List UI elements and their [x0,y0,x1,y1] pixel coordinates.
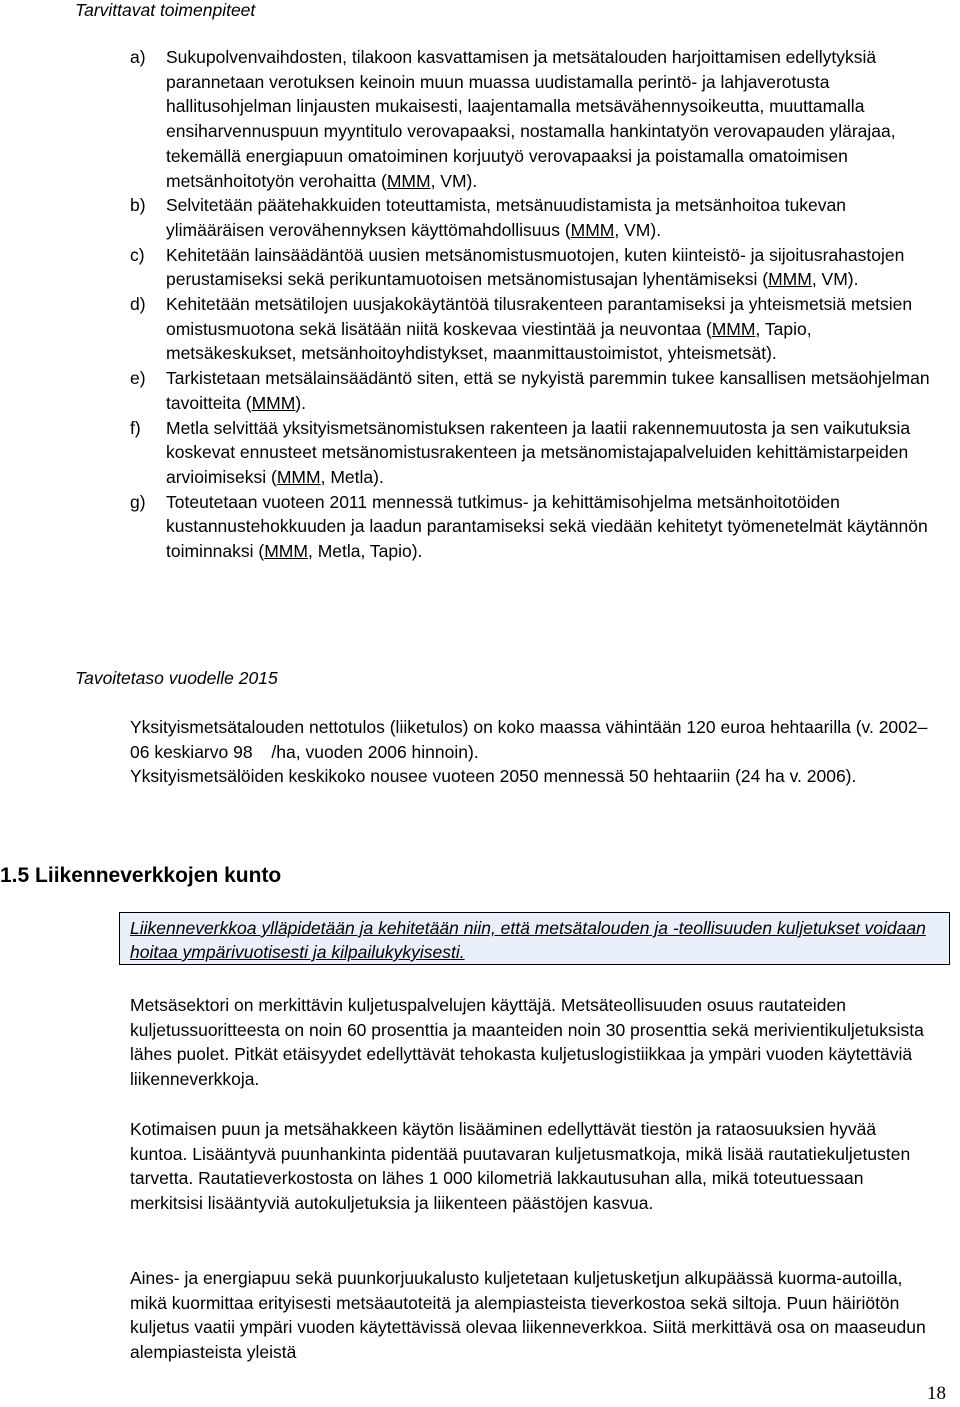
list-item-text: Tarkistetaan metsälainsäädäntö siten, että se nykyistä paremmin tukee kansallisen metsäohjelman tavoitteita ( [166,368,930,413]
list-item-text: Kehitetään lainsäädäntöä uusien metsänomistusmuotojen, kuten kiinteistö- ja sijoitusrahastojen perustamiseksi sekä perikuntamuotoisen metsänomistusajan lyhentämiseksi ( [166,244,905,290]
list-marker: g) [130,491,146,512]
list-item [130,490,930,564]
list-marker: c) [130,244,145,265]
list-item [130,366,930,415]
list-item-text: Selvitetään päätehakkuiden toteuttamista, metsänuudistamista ja metsänhoitoa tukevan ylimääräisen verovähennyksen käyttömahdollisuus ( [166,195,846,240]
page-number: 18 [927,1383,946,1404]
org-abbreviation: MMM [570,219,615,240]
list-item [130,292,930,366]
list-item-text: Metla selvittää yksityismetsänomistuksen rakenteen ja laatii rakennemuutosta ja sen vaikutuksia koskevat ennusteet metsänomistusrakenteen ja metsänomistajapalveluiden kehittämistarpeiden arvioimiseksi ( [166,417,911,487]
chapter-heading: 1.5 Liikenneverkkojen kunto [0,864,282,887]
list-item [130,243,930,292]
section-title-target-level: Tavoitetaso vuodelle 2015 [75,668,278,688]
list-marker: d) [130,294,146,315]
list-item-tail: , Metla). [320,466,384,487]
list-item-tail: ). [295,392,307,413]
transport-paragraph-2: Kotimaisen puun ja metsähakkeen käytön lisääminen edellyttävät tiestön ja rataosuuksien hyvää kuntoa. Lisääntyvä puunhankinta pidentää puutavaran kuljetusmatkoja, mikä lisää rautatiekuljetusten tarvetta. Rautatieverkostosta on lähes 1 000 kilometriä lakkautusuhan alla, mikä toteutuessaan merkitsisi lisääntyviä autokuljetuksia ja liikenteen päästöjen kasvua. [130,1119,911,1214]
org-abbreviation: MMM [386,170,431,191]
section-title-measures: Tarvittavat toimenpiteet [75,0,256,20]
list-item [130,416,930,490]
goal-box [119,912,950,965]
list-item-tail: , Tapio, metsäkeskukset, metsänhoitoyhdistykset, maanmittaustoimistot, yhteismetsät). [166,318,812,364]
measures-list [130,45,930,564]
target-paragraph-net-result: Yksityismetsätalouden nettotulos (liiketulos) on koko maassa vähintään 120 euroa hehtaarilla (v. 2002–06 keskiarvo 98 /ha, vuoden 2006 hinnoin). [130,717,928,762]
target-paragraph-average-size: Yksityismetsälöiden keskikoko nousee vuoteen 2050 mennessä 50 hehtaariin (24 ha v. 2006). [130,766,857,786]
transport-paragraph-1: Metsäsektori on merkittävin kuljetuspalvelujen käyttäjä. Metsäteollisuuden osuus rautateiden kuljetussuoritteesta on noin 60 prosenttia ja maanteiden noin 30 prosenttia sekä merivientikuljetuksista lähes puolet. Pitkät etäisyydet edellyttävät tehokasta kuljetuslogistiikkaa ja ympäri vuoden käytettäviä liikenneverkkoja. [130,995,924,1090]
list-item-tail: , VM). [811,269,859,290]
list-item-tail: , Metla, Tapio). [307,541,423,562]
list-marker: e) [130,368,146,389]
org-abbreviation: MMM [711,318,756,339]
org-abbreviation: MMM [251,392,296,413]
org-abbreviation: MMM [276,466,321,487]
list-marker: a) [130,47,146,67]
list-item-tail: , VM). [430,170,478,191]
list-item [130,193,930,242]
goal-text: Liikenneverkkoa ylläpidetään ja kehitetään niin, että metsätalouden ja -teollisuuden kuljetukset voidaan hoitaa ympärivuotisesti ja kilpailukykyisesti. [130,918,926,962]
transport-paragraph-3: Aines- ja energiapuu sekä puunkorjuukalusto kuljetetaan kuljetusketjun alkupäässä kuorma-autoilla, mikä kuormittaa erityisesti metsäautoteitä ja alempiasteista tieverkostoa sekä siltoja. Puun häiriötön kuljetus vaatii ympäri vuoden käytettävissä olevaa liikenneverkkoa. Siitä merkittävä osa on maaseudun alempiasteista yleistä [130,1268,926,1363]
list-marker: f) [130,417,141,438]
list-item [130,45,930,193]
list-item-text: Kehitetään metsätilojen uusjakokäytäntöä tilusrakenteen parantamiseksi ja yhteismetsiä metsien omistusmuotona sekä lisätään niitä koskevaa viestintää ja neuvontaa ( [166,294,913,339]
list-item-text: Toteutetaan vuoteen 2011 mennessä tutkimus- ja kehittämisohjelma metsänhoitotöiden kustannustehokkuuden ja laadun parantamiseksi sekä viedään kehitetyt työmenetelmät käytännön toiminnaksi ( [166,491,928,562]
list-item-tail: , VM). [614,219,662,240]
org-abbreviation: MMM [768,269,812,290]
list-item-text: Sukupolvenvaihdosten, tilakoon kasvattamisen ja metsätalouden harjoittamisen edellytyksiä parannetaan verotuksen keinoin muun muassa uudistamalla perintö- ja lahjaverotusta hallitusohjelman linjausten mukaisesti, laajentamalla metsävähennysoikeutta, muuttamalla ensiharvennuspuun myyntitulo verovapaaksi, nostamalla hankintatyön verovapauden ylärajaa, tekemällä energiapuun omatoiminen korjuutyö verovapaaksi ja poistamalla omatoimisen metsänhoitotyön verohaitta ( [166,47,896,191]
org-abbreviation: MMM [264,541,308,562]
list-marker: b) [130,195,146,216]
